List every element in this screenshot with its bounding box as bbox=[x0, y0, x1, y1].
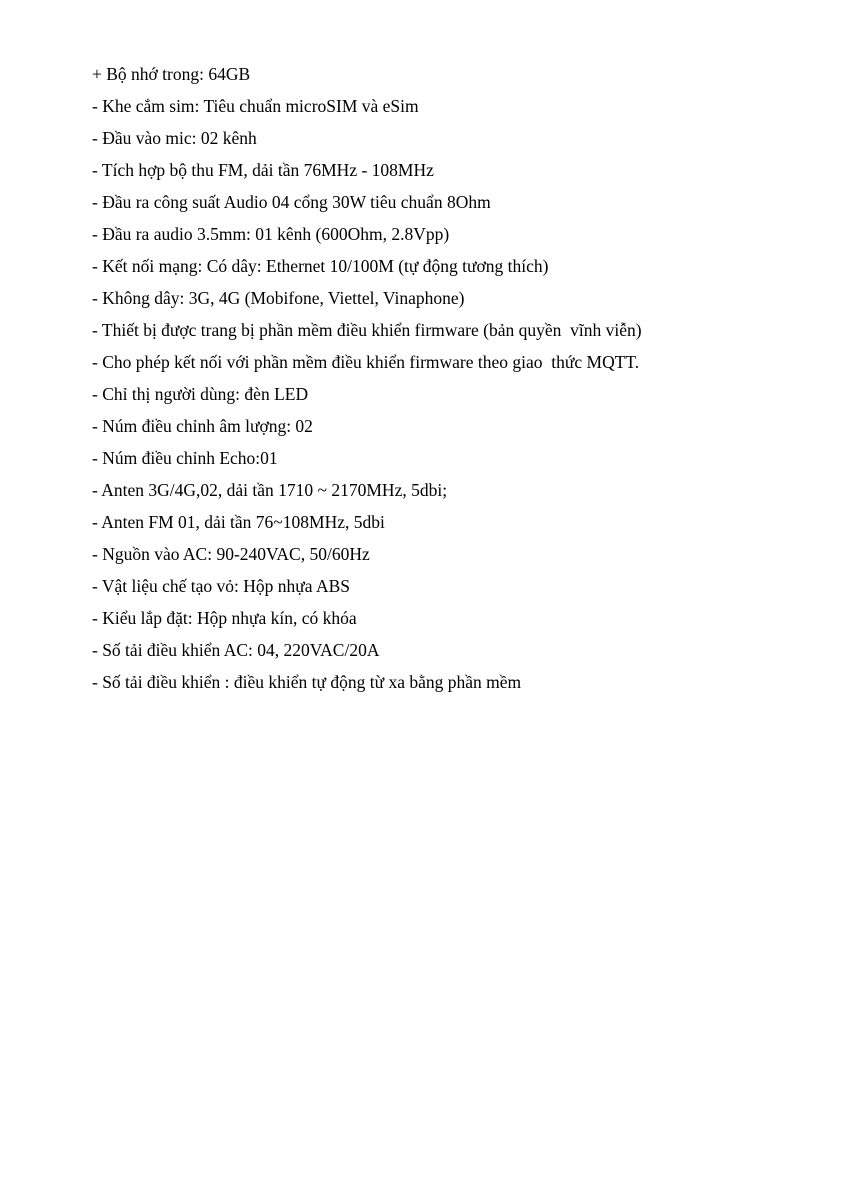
spec-line-wireless-network: - Không dây: 3G, 4G (Mobifone, Viettel, Vinaphone) bbox=[92, 288, 465, 308]
spec-line-ac-load-count: - Số tải điều khiển AC: 04, 220VAC/20A bbox=[92, 640, 380, 660]
spec-line-audio-jack-output: - Đầu ra audio 3.5mm: 01 kênh (600Ohm, 2.8Vpp) bbox=[92, 224, 450, 244]
spec-line-led-indicator: - Chỉ thị người dùng: đèn LED bbox=[92, 384, 309, 404]
spec-line-case-material: - Vật liệu chế tạo vỏ: Hộp nhựa ABS bbox=[92, 576, 351, 596]
spec-line-wired-network: - Kết nối mạng: Có dây: Ethernet 10/100M (tự động tương thích) bbox=[92, 256, 549, 276]
spec-line-mic-input: - Đầu vào mic: 02 kênh bbox=[92, 128, 257, 148]
spec-line-mqtt-connection: - Cho phép kết nối với phần mềm điều khiển firmware theo giao thức MQTT. bbox=[92, 352, 640, 372]
spec-line-internal-memory: + Bộ nhớ trong: 64GB bbox=[92, 64, 251, 84]
spec-line-4g-antenna: - Anten 3G/4G,02, dải tần 1710 ~ 2170MHz, 5dbi; bbox=[92, 480, 448, 500]
spec-line-sim-slot: - Khe cắm sim: Tiêu chuẩn microSIM và eSim bbox=[92, 96, 419, 116]
spec-line-volume-knobs: - Núm điều chỉnh âm lượng: 02 bbox=[92, 416, 313, 436]
spec-line-firmware-software: - Thiết bị được trang bị phần mềm điều khiển firmware (bản quyền vĩnh viễn) bbox=[92, 320, 642, 340]
spec-list bbox=[92, 58, 812, 698]
spec-line-mounting-type: - Kiểu lắp đặt: Hộp nhựa kín, có khóa bbox=[92, 608, 357, 628]
spec-line-echo-knob: - Núm điều chỉnh Echo:01 bbox=[92, 448, 278, 468]
spec-line-audio-power-output: - Đầu ra công suất Audio 04 cổng 30W tiêu chuẩn 8Ohm bbox=[92, 192, 491, 212]
spec-line-ac-input: - Nguồn vào AC: 90-240VAC, 50/60Hz bbox=[92, 544, 370, 564]
spec-line-fm-antenna: - Anten FM 01, dải tần 76~108MHz, 5dbi bbox=[92, 512, 385, 532]
spec-line-remote-load-control: - Số tải điều khiển : điều khiển tự động từ xa bằng phần mềm bbox=[92, 672, 522, 692]
spec-line-fm-receiver: - Tích hợp bộ thu FM, dải tần 76MHz - 108MHz bbox=[92, 160, 434, 180]
